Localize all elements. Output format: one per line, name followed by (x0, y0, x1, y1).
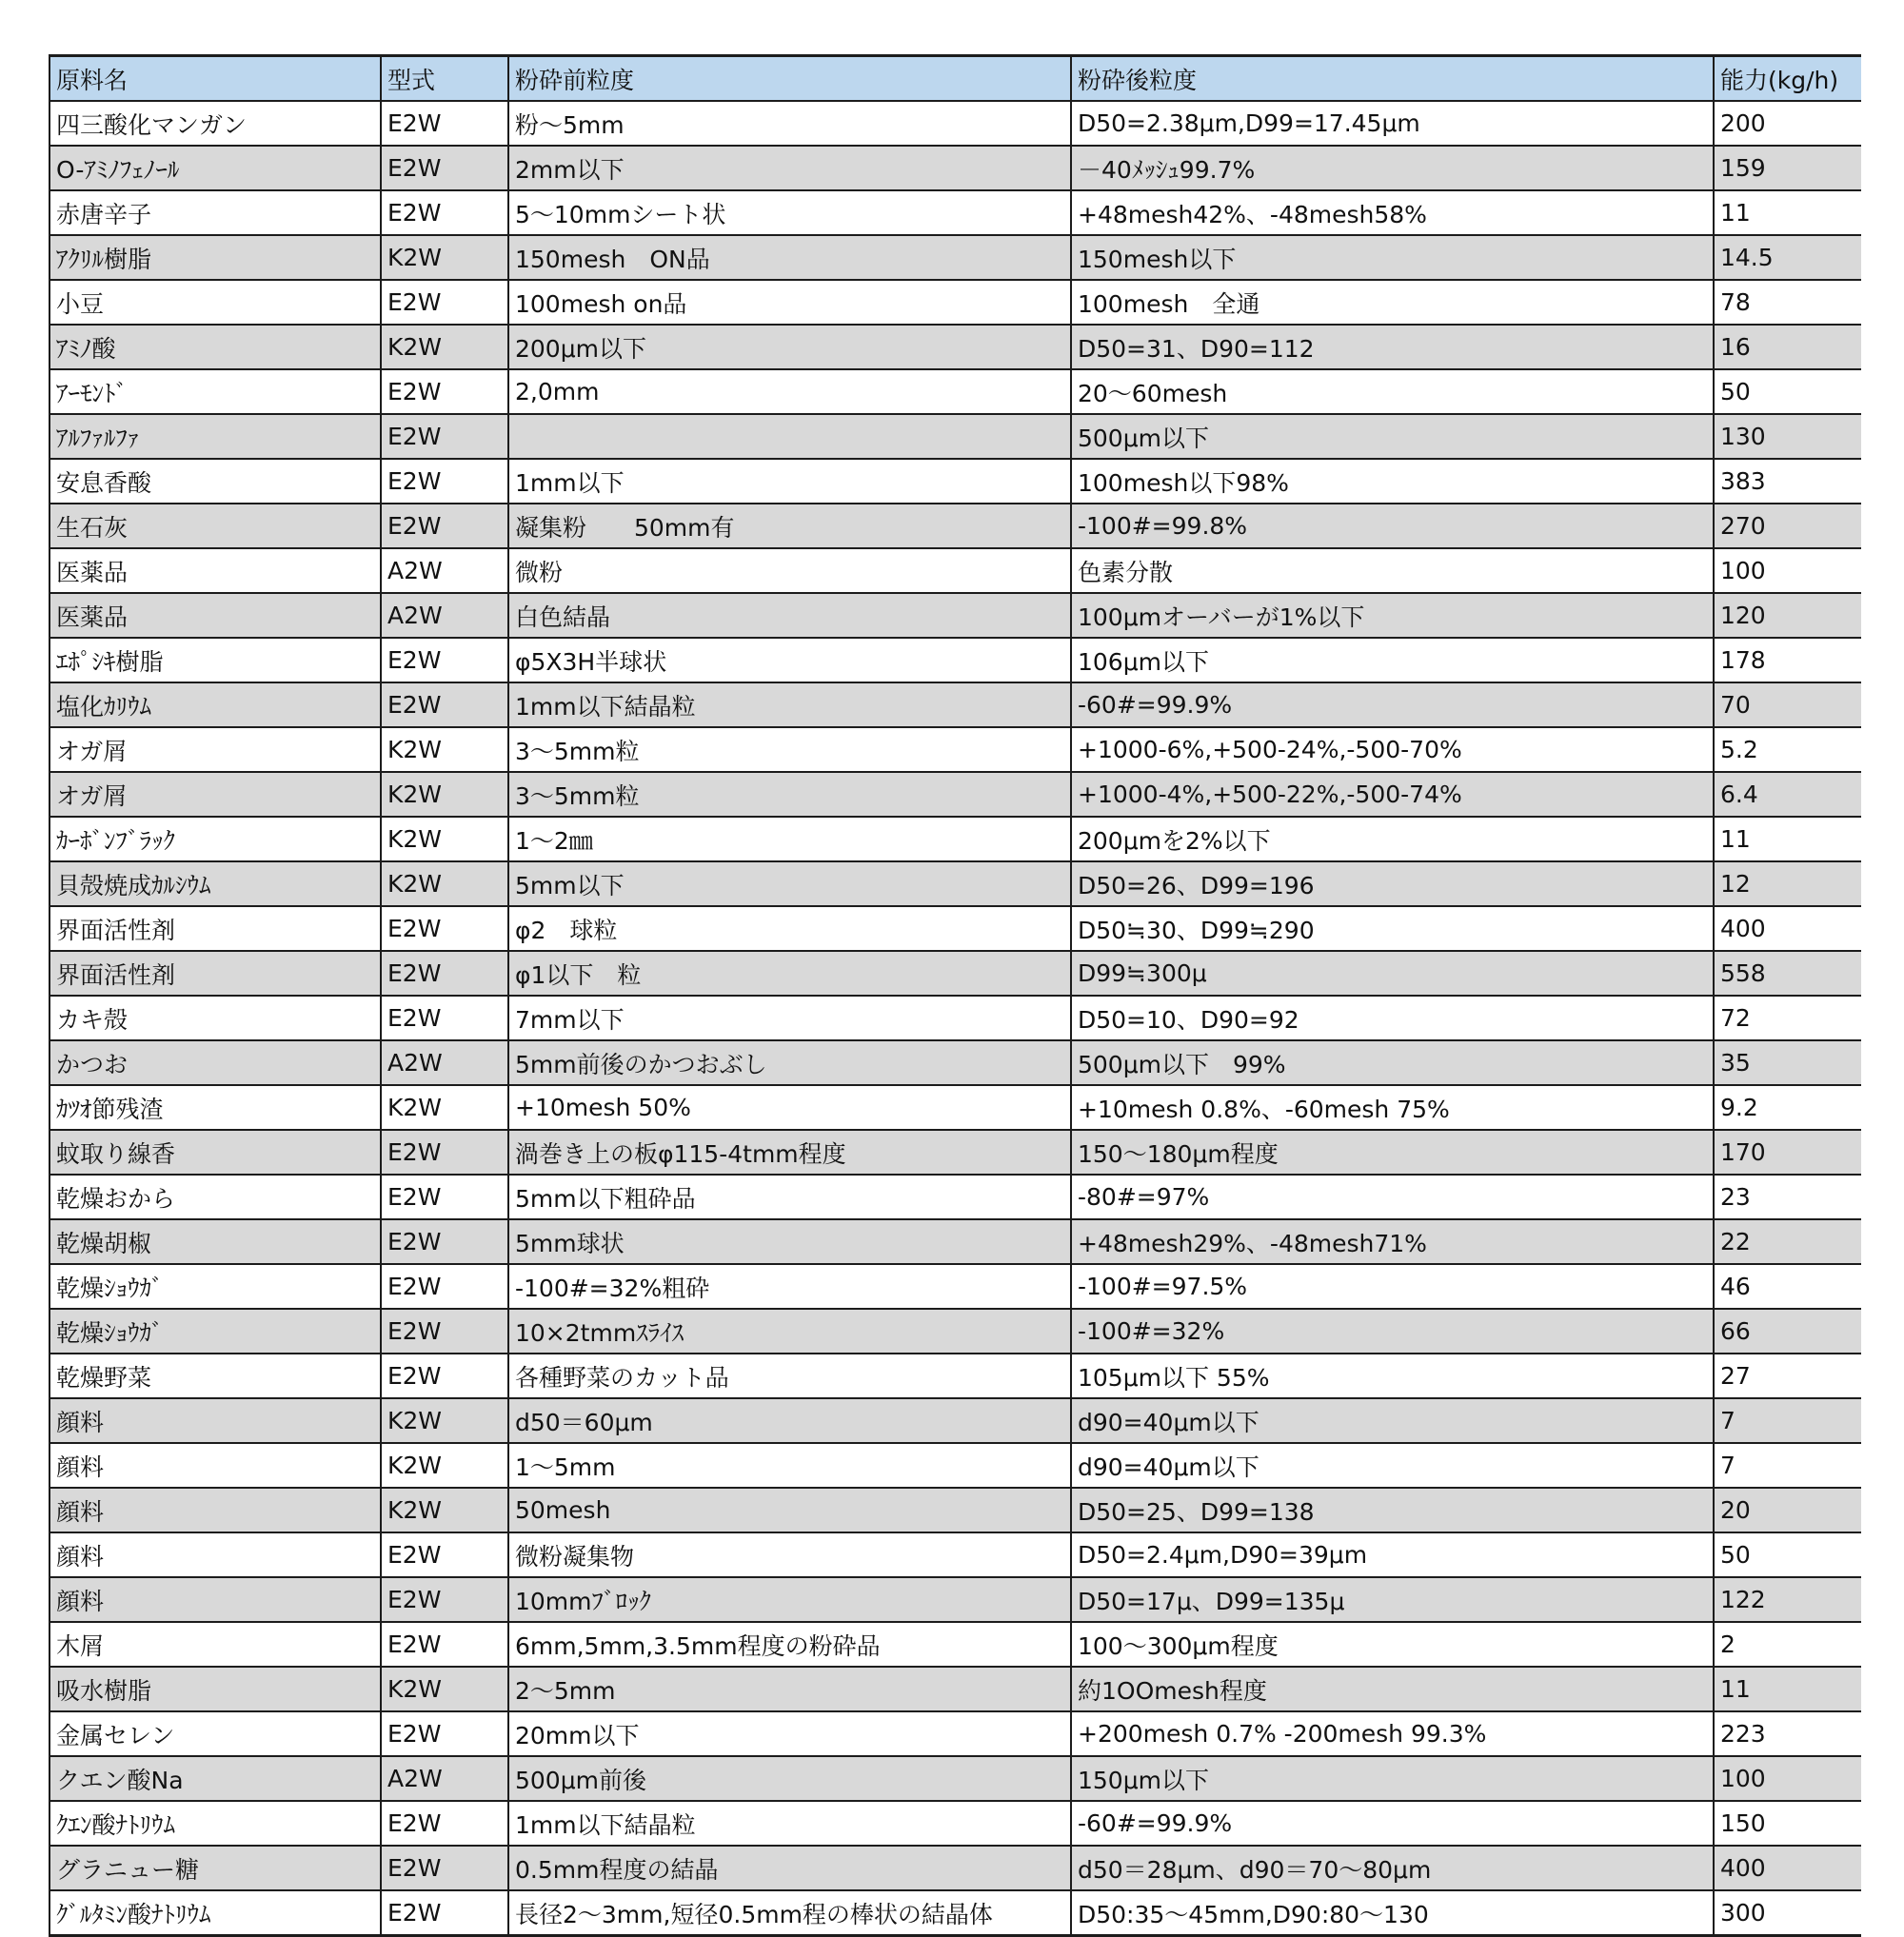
cell-size-after: 約1OOmesh程度 (1071, 1667, 1714, 1711)
cell-material: 界面活性剤 (50, 951, 381, 996)
cell-size-before: 150mesh ON品 (508, 235, 1071, 280)
cell-size-after: 色素分散 (1071, 548, 1714, 593)
table-row (50, 1667, 1861, 1711)
cell-size-before: 0.5mm程度の結晶 (508, 1846, 1071, 1890)
cell-material: 医薬品 (50, 593, 381, 638)
cell-material: 小豆 (50, 280, 381, 325)
cell-model: A2W (381, 593, 508, 638)
cell-capacity: 9.2 (1714, 1085, 1861, 1130)
table-row (50, 1756, 1861, 1801)
cell-model: E2W (381, 906, 508, 951)
cell-capacity: 7 (1714, 1443, 1861, 1488)
cell-size-after: -100#=99.8% (1071, 504, 1714, 548)
cell-material: 顔料 (50, 1532, 381, 1577)
cell-size-after: 500μm以下 99% (1071, 1040, 1714, 1085)
table-row (50, 414, 1861, 459)
cell-material: O-ｱﾐﾉﾌｪﾉｰﾙ (50, 146, 381, 190)
cell-model: E2W (381, 459, 508, 504)
cell-capacity: 12 (1714, 861, 1861, 906)
cell-size-before: 粉～5mm (508, 101, 1071, 146)
cell-size-after: -60#=99.9% (1071, 1801, 1714, 1846)
cell-size-before: 50mesh (508, 1488, 1071, 1532)
cell-size-after: 106μm以下 (1071, 638, 1714, 682)
cell-size-before: 1mm以下結晶粒 (508, 682, 1071, 727)
cell-size-before: 20mm以下 (508, 1711, 1071, 1756)
table-row (50, 727, 1861, 772)
cell-size-after: D50=25、D99=138 (1071, 1488, 1714, 1532)
cell-capacity: 66 (1714, 1309, 1861, 1354)
cell-capacity: 100 (1714, 1756, 1861, 1801)
cell-size-before: 5～10mmシート状 (508, 190, 1071, 235)
cell-size-after: -60#=99.9% (1071, 682, 1714, 727)
table-row (50, 1532, 1861, 1577)
cell-model: E2W (381, 1890, 508, 1936)
cell-material: 乾燥ｼｮｳｶﾞ (50, 1264, 381, 1309)
table-row (50, 1130, 1861, 1175)
cell-size-before: 1～2㎜ (508, 817, 1071, 861)
cell-size-before: 5mm以下 (508, 861, 1071, 906)
cell-model: E2W (381, 146, 508, 190)
cell-capacity: 400 (1714, 906, 1861, 951)
cell-model: E2W (381, 951, 508, 996)
cell-capacity: 72 (1714, 996, 1861, 1040)
cell-size-before: 白色結晶 (508, 593, 1071, 638)
table-row (50, 146, 1861, 190)
cell-model: E2W (381, 369, 508, 414)
cell-model: A2W (381, 1040, 508, 1085)
cell-capacity: 20 (1714, 1488, 1861, 1532)
table-row (50, 235, 1861, 280)
cell-material: ｸﾞﾙﾀﾐﾝ酸ﾅﾄﾘｳﾑ (50, 1890, 381, 1936)
cell-size-before: 微粉凝集物 (508, 1532, 1071, 1577)
cell-size-after: D50:35～45mm,D90:80～130 (1071, 1890, 1714, 1936)
cell-size-before: 100mesh on品 (508, 280, 1071, 325)
cell-capacity: 14.5 (1714, 235, 1861, 280)
table-row (50, 1577, 1861, 1622)
table-row (50, 951, 1861, 996)
cell-capacity: 130 (1714, 414, 1861, 459)
grinding-data-table (49, 54, 1861, 1937)
cell-capacity: 70 (1714, 682, 1861, 727)
cell-material: ｱｰﾓﾝﾄﾞ (50, 369, 381, 414)
cell-capacity: 11 (1714, 817, 1861, 861)
cell-model: E2W (381, 1532, 508, 1577)
cell-model: E2W (381, 1577, 508, 1622)
cell-material: 吸水樹脂 (50, 1667, 381, 1711)
cell-size-after: 150μm以下 (1071, 1756, 1714, 1801)
cell-size-before: φ5X3H半球状 (508, 638, 1071, 682)
cell-capacity: 35 (1714, 1040, 1861, 1085)
cell-size-after: 100mesh以下98% (1071, 459, 1714, 504)
cell-model: K2W (381, 1488, 508, 1532)
cell-size-before: d50＝60μm (508, 1398, 1071, 1443)
cell-size-after: D50=17μ、D99=135μ (1071, 1577, 1714, 1622)
cell-capacity: 50 (1714, 1532, 1861, 1577)
table-row (50, 1309, 1861, 1354)
cell-size-after: +1000-6%,+500-24%,-500-70% (1071, 727, 1714, 772)
cell-capacity: 23 (1714, 1175, 1861, 1219)
table-row (50, 772, 1861, 817)
header-size-before: 粉砕前粒度 (508, 56, 1071, 102)
cell-size-after: 500μm以下 (1071, 414, 1714, 459)
cell-size-before: φ2 球粒 (508, 906, 1071, 951)
cell-size-after: D50=10、D90=92 (1071, 996, 1714, 1040)
cell-size-before: 渦巻き上の板φ115-4tmm程度 (508, 1130, 1071, 1175)
cell-material: ｱﾐﾉ酸 (50, 325, 381, 369)
cell-size-before: 各種野菜のカット品 (508, 1354, 1071, 1398)
cell-size-after: D50=2.38μm,D99=17.45μm (1071, 101, 1714, 146)
cell-size-before: 1～5mm (508, 1443, 1071, 1488)
cell-size-before: 3～5mm粒 (508, 772, 1071, 817)
cell-size-before (508, 414, 1071, 459)
cell-capacity: 200 (1714, 101, 1861, 146)
cell-size-before: 1mm以下 (508, 459, 1071, 504)
cell-size-before: 200μm以下 (508, 325, 1071, 369)
table-row (50, 1622, 1861, 1667)
cell-capacity: 5.2 (1714, 727, 1861, 772)
cell-size-after: 105μm以下 55% (1071, 1354, 1714, 1398)
cell-model: E2W (381, 1309, 508, 1354)
cell-material: 金属セレン (50, 1711, 381, 1756)
table-row (50, 1711, 1861, 1756)
cell-size-before: 10×2tmmｽﾗｲｽ (508, 1309, 1071, 1354)
cell-size-before: 2mm以下 (508, 146, 1071, 190)
table-row (50, 101, 1861, 146)
cell-model: K2W (381, 772, 508, 817)
cell-size-before: 1mm以下結晶粒 (508, 1801, 1071, 1846)
table-row (50, 1398, 1861, 1443)
cell-material: 貝殻焼成ｶﾙｼｳﾑ (50, 861, 381, 906)
cell-material: 顔料 (50, 1398, 381, 1443)
cell-material: 蚊取り線香 (50, 1130, 381, 1175)
cell-material: 四三酸化マンガン (50, 101, 381, 146)
cell-model: E2W (381, 280, 508, 325)
cell-size-after: +1000-4%,+500-22%,-500-74% (1071, 772, 1714, 817)
cell-size-after: d90=40μm以下 (1071, 1443, 1714, 1488)
cell-capacity: 78 (1714, 280, 1861, 325)
cell-model: E2W (381, 414, 508, 459)
table-row (50, 369, 1861, 414)
table-row (50, 459, 1861, 504)
cell-size-before: 7mm以下 (508, 996, 1071, 1040)
table-row (50, 1264, 1861, 1309)
cell-size-before: φ1以下 粒 (508, 951, 1071, 996)
cell-size-after: +48mesh42%、-48mesh58% (1071, 190, 1714, 235)
header-row (50, 56, 1861, 102)
cell-material: ｶﾂｵ節残渣 (50, 1085, 381, 1130)
cell-material: カキ殻 (50, 996, 381, 1040)
table-body (50, 101, 1861, 1936)
cell-model: E2W (381, 1354, 508, 1398)
cell-size-after: -100#=97.5% (1071, 1264, 1714, 1309)
cell-size-after: -100#=32% (1071, 1309, 1714, 1354)
cell-size-after: 100～300μm程度 (1071, 1622, 1714, 1667)
cell-material: 顔料 (50, 1443, 381, 1488)
header-capacity: 能力(kg/h) (1714, 56, 1861, 102)
cell-model: E2W (381, 504, 508, 548)
cell-size-after: +48mesh29%、-48mesh71% (1071, 1219, 1714, 1264)
header-model: 型式 (381, 56, 508, 102)
cell-material: 乾燥野菜 (50, 1354, 381, 1398)
cell-capacity: 27 (1714, 1354, 1861, 1398)
cell-size-before: 3～5mm粒 (508, 727, 1071, 772)
cell-size-before: 5mm以下粗砕品 (508, 1175, 1071, 1219)
cell-material: ｶｰﾎﾞﾝﾌﾞﾗｯｸ (50, 817, 381, 861)
cell-model: K2W (381, 235, 508, 280)
cell-material: 乾燥胡椒 (50, 1219, 381, 1264)
cell-capacity: 120 (1714, 593, 1861, 638)
cell-material: グラニュー糖 (50, 1846, 381, 1890)
cell-capacity: 11 (1714, 190, 1861, 235)
cell-model: K2W (381, 1667, 508, 1711)
cell-material: 医薬品 (50, 548, 381, 593)
cell-material: ｱﾙﾌｧﾙﾌｧ (50, 414, 381, 459)
cell-size-before: 10mmﾌﾞﾛｯｸ (508, 1577, 1071, 1622)
cell-size-after: 150mesh以下 (1071, 235, 1714, 280)
cell-capacity: 159 (1714, 146, 1861, 190)
cell-capacity: 6.4 (1714, 772, 1861, 817)
cell-capacity: 170 (1714, 1130, 1861, 1175)
cell-capacity: 100 (1714, 548, 1861, 593)
cell-size-before: 2～5mm (508, 1667, 1071, 1711)
cell-size-before: 5mm球状 (508, 1219, 1071, 1264)
cell-capacity: 50 (1714, 369, 1861, 414)
table-row (50, 638, 1861, 682)
cell-material: かつお (50, 1040, 381, 1085)
table-row (50, 1801, 1861, 1846)
cell-material: オガ屑 (50, 772, 381, 817)
cell-capacity: 122 (1714, 1577, 1861, 1622)
header-size-after: 粉砕後粒度 (1071, 56, 1714, 102)
cell-model: E2W (381, 996, 508, 1040)
table-row (50, 817, 1861, 861)
table-row (50, 190, 1861, 235)
cell-size-after: 20～60mesh (1071, 369, 1714, 414)
cell-model: E2W (381, 1801, 508, 1846)
table-row (50, 504, 1861, 548)
cell-capacity: 16 (1714, 325, 1861, 369)
cell-size-before: 長径2～3mm,短径0.5mm程の棒状の結晶体 (508, 1890, 1071, 1936)
cell-capacity: 150 (1714, 1801, 1861, 1846)
table-row (50, 325, 1861, 369)
cell-model: E2W (381, 1846, 508, 1890)
table-row (50, 682, 1861, 727)
cell-capacity: 22 (1714, 1219, 1861, 1264)
cell-material: ｴﾎﾟｼｷ樹脂 (50, 638, 381, 682)
cell-size-after: 150～180μm程度 (1071, 1130, 1714, 1175)
cell-model: E2W (381, 101, 508, 146)
cell-capacity: 11 (1714, 1667, 1861, 1711)
cell-size-after: 100mesh 全通 (1071, 280, 1714, 325)
cell-material: 界面活性剤 (50, 906, 381, 951)
cell-model: E2W (381, 1130, 508, 1175)
cell-model: E2W (381, 638, 508, 682)
cell-model: K2W (381, 817, 508, 861)
cell-material: ｸｴﾝ酸ﾅﾄﾘｳﾑ (50, 1801, 381, 1846)
cell-model: E2W (381, 682, 508, 727)
cell-capacity: 7 (1714, 1398, 1861, 1443)
table-row (50, 1219, 1861, 1264)
table-row (50, 1488, 1861, 1532)
cell-size-after: d90=40μm以下 (1071, 1398, 1714, 1443)
cell-model: K2W (381, 1398, 508, 1443)
cell-capacity: 270 (1714, 504, 1861, 548)
cell-model: K2W (381, 861, 508, 906)
cell-material: 生石灰 (50, 504, 381, 548)
cell-size-before: 凝集粉 50mm有 (508, 504, 1071, 548)
cell-size-before: 5mm前後のかつおぶし (508, 1040, 1071, 1085)
table-row (50, 1443, 1861, 1488)
table-row (50, 593, 1861, 638)
cell-size-before: 500μm前後 (508, 1756, 1071, 1801)
cell-size-before: 微粉 (508, 548, 1071, 593)
cell-model: E2W (381, 1711, 508, 1756)
cell-size-before: +10mesh 50% (508, 1085, 1071, 1130)
table-row (50, 1354, 1861, 1398)
cell-size-after: 100μmオーバーが1%以下 (1071, 593, 1714, 638)
cell-material: クエン酸Na (50, 1756, 381, 1801)
table-row (50, 1846, 1861, 1890)
cell-model: K2W (381, 727, 508, 772)
cell-model: A2W (381, 548, 508, 593)
cell-size-after: 200μmを2%以下 (1071, 817, 1714, 861)
table-row (50, 1040, 1861, 1085)
table-row (50, 906, 1861, 951)
cell-model: E2W (381, 1219, 508, 1264)
cell-size-before: -100#=32%粗砕 (508, 1264, 1071, 1309)
cell-capacity: 2 (1714, 1622, 1861, 1667)
table-row (50, 280, 1861, 325)
cell-model: E2W (381, 190, 508, 235)
cell-size-after: D50=2.4μm,D90=39μm (1071, 1532, 1714, 1577)
cell-material: 顔料 (50, 1488, 381, 1532)
cell-size-after: -80#=97% (1071, 1175, 1714, 1219)
cell-material: 安息香酸 (50, 459, 381, 504)
table-row (50, 861, 1861, 906)
table-row (50, 1175, 1861, 1219)
cell-size-after: +10mesh 0.8%、-60mesh 75% (1071, 1085, 1714, 1130)
cell-model: K2W (381, 325, 508, 369)
cell-material: 赤唐辛子 (50, 190, 381, 235)
cell-model: E2W (381, 1622, 508, 1667)
cell-size-after: D50≒30、D99≒290 (1071, 906, 1714, 951)
cell-capacity: 383 (1714, 459, 1861, 504)
cell-capacity: 46 (1714, 1264, 1861, 1309)
table-row (50, 548, 1861, 593)
cell-model: E2W (381, 1264, 508, 1309)
cell-capacity: 558 (1714, 951, 1861, 996)
cell-capacity: 223 (1714, 1711, 1861, 1756)
cell-capacity: 300 (1714, 1890, 1861, 1936)
cell-material: 乾燥ｼｮｳｶﾞ (50, 1309, 381, 1354)
header-material: 原料名 (50, 56, 381, 102)
cell-model: E2W (381, 1175, 508, 1219)
cell-size-before: 2,0mm (508, 369, 1071, 414)
cell-size-after: －40ﾒｯｼｭ99.7% (1071, 146, 1714, 190)
cell-material: ｱｸﾘﾙ樹脂 (50, 235, 381, 280)
cell-size-after: d50＝28μm、d90＝70～80μm (1071, 1846, 1714, 1890)
cell-size-after: D50=26、D99=196 (1071, 861, 1714, 906)
cell-material: 乾燥おから (50, 1175, 381, 1219)
table-row (50, 1890, 1861, 1936)
cell-size-after: D50=31、D90=112 (1071, 325, 1714, 369)
cell-material: 塩化ｶﾘｳﾑ (50, 682, 381, 727)
cell-size-after: D99≒300μ (1071, 951, 1714, 996)
cell-capacity: 178 (1714, 638, 1861, 682)
table-row (50, 1085, 1861, 1130)
cell-capacity: 400 (1714, 1846, 1861, 1890)
cell-material: 木屑 (50, 1622, 381, 1667)
cell-size-after: +200mesh 0.7% -200mesh 99.3% (1071, 1711, 1714, 1756)
cell-model: K2W (381, 1085, 508, 1130)
cell-material: 顔料 (50, 1577, 381, 1622)
cell-model: K2W (381, 1443, 508, 1488)
table-row (50, 996, 1861, 1040)
cell-size-before: 6mm,5mm,3.5mm程度の粉砕品 (508, 1622, 1071, 1667)
cell-model: A2W (381, 1756, 508, 1801)
cell-material: オガ屑 (50, 727, 381, 772)
